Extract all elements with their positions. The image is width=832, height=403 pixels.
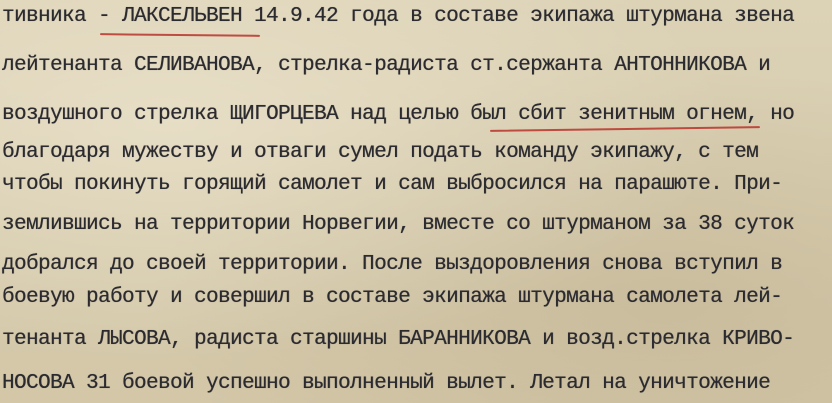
text-line-10: НОСОВА 31 боевой успешно выполненный вылет. Летал на уничтожение <box>2 372 771 395</box>
text-line-7: добрался до своей территории. После выздоровления снова вступил в <box>2 253 783 276</box>
text-line-6: землившись на территории Норвегии, вместе со штурманом за 38 суток <box>2 213 795 236</box>
red-underline-1 <box>100 33 260 37</box>
text-line-2: лейтенанта СЕЛИВАНОВА, стрелка-радиста ст.сержанта АНТОННИКОВА и <box>2 54 771 77</box>
text-line-9: тенанта ЛЫСОВА, радиста старшины БАРАННИКОВА и возд.стрелка КРИВО- <box>2 328 795 351</box>
text-line-8: боевую работу и совершил в составе экипажа штурмана самолета лей- <box>2 286 783 309</box>
text-line-5: чтобы покинуть горящий самолет и сам выбросился на парашюте. При- <box>2 173 783 196</box>
text-line-1: тивника - ЛАКСЕЛЬВЕН 14.9.42 года в составе экипажа штурмана звена <box>2 5 795 28</box>
text-line-4: благодаря мужеству и отваги сумел подать команду экипажу, с тем <box>2 141 759 164</box>
text-line-3: воздушного стрелка ЩИГОРЦЕВА над целью был сбит зенитным огнем, но <box>2 103 795 126</box>
